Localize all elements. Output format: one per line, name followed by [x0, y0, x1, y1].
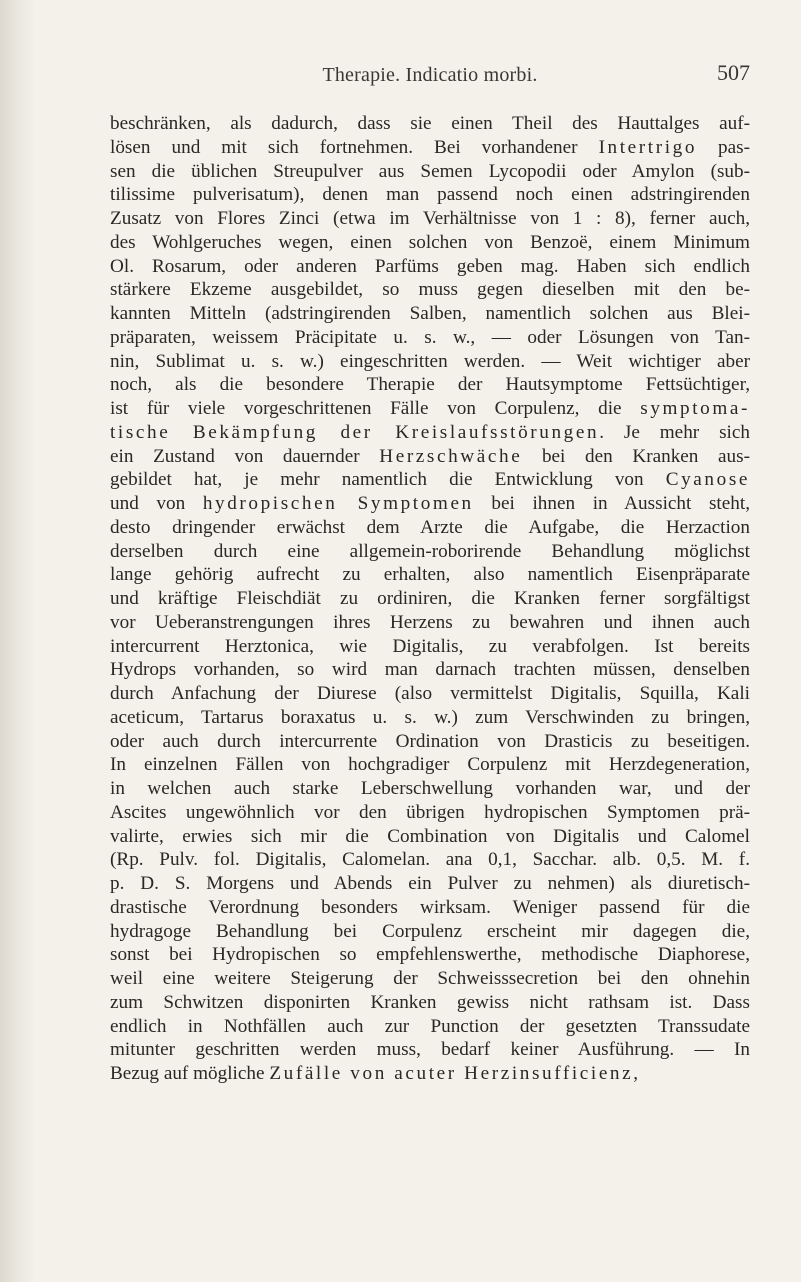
text-line: [110, 1062, 750, 1086]
text-run: . Je mehr sich: [599, 421, 750, 443]
text-run: des Wohlgeruches wegen, einen solchen von Benzoë, einem Minimum: [110, 231, 750, 253]
text-line: [110, 231, 750, 255]
text-line: [110, 516, 750, 540]
spaced-emphasis: Herzschwäche: [379, 445, 523, 467]
text-run: aceticum, Tartarus boraxatus u. s. w.) zum Verschwinden zu bringen,: [110, 706, 750, 728]
text-run: durch Anfachung der Diurese (also vermittelst Digitalis, Squilla, Kali: [110, 683, 750, 704]
text-line: [110, 445, 750, 469]
text-run: weil eine weitere Steigerung der Schweisssecretion bei den ohnehin: [110, 968, 750, 989]
text-run: p. D. S. Morgens und Abends ein Pulver zu nehmen) als diuretisch-: [110, 873, 750, 894]
text-line: [110, 848, 750, 872]
text-run: lange gehörig aufrecht zu erhalten, also namentlich Eisenpräparate: [110, 564, 750, 586]
text-line: [110, 207, 750, 231]
spaced-emphasis: symptoma-: [640, 398, 750, 419]
text-line: [110, 872, 750, 896]
page-header: [110, 60, 750, 100]
text-line: [110, 777, 750, 801]
text-run: derselben durch eine allgemein-roborirende Behandlung möglichst: [110, 540, 750, 562]
text-run: ist für viele vorgeschrittenen Fälle von Corpulenz, die: [110, 398, 641, 419]
text-line: [110, 302, 750, 326]
page-number: 507: [717, 60, 750, 85]
text-run: kannten Mitteln (adstringirenden Salben, namentlich solchen aus Blei-: [110, 303, 750, 324]
text-run: intercurrent Herztonica, wie Digitalis, zu verabfolgen. Ist bereits: [110, 635, 750, 657]
text-run: Hydrops vorhanden, so wird man darnach trachten müssen, denselben: [110, 659, 750, 681]
text-run: desto dringender erwächst dem Arzte die Aufgabe, die Herzaction: [110, 516, 750, 538]
text-line: [110, 611, 750, 635]
text-run: tilissime pulverisatum), denen man passend noch einen adstringirenden: [110, 184, 750, 206]
text-run: Bezug auf mögliche: [110, 1063, 270, 1084]
text-line: [110, 1015, 750, 1039]
text-line: [110, 183, 750, 207]
text-run: pas-: [697, 136, 750, 158]
text-run: Ascites ungewöhnlich vor den übrigen hydropischen Symptomen prä-: [110, 801, 750, 823]
text-line: [110, 278, 750, 302]
text-line: [110, 397, 750, 421]
text-line: [110, 967, 750, 991]
running-head: Therapie. Indicatio morbi.: [322, 64, 538, 86]
text-line: [110, 112, 750, 136]
text-run: und von: [110, 493, 203, 514]
text-run: mitunter geschritten werden muss, bedarf keiner Ausführung. — In: [110, 1039, 750, 1061]
spaced-emphasis: Cyanose: [665, 469, 750, 491]
text-line: [110, 255, 750, 279]
text-run: Ol. Rosarum, oder anderen Parfüms geben mag. Haben sich endlich: [110, 255, 750, 277]
spaced-emphasis: Zufälle von acuter Herzinsufficienz: [269, 1063, 634, 1084]
text-run: In einzelnen Fällen von hochgradiger Corpulenz mit Herzdegeneration,: [110, 754, 750, 776]
text-line: [110, 801, 750, 825]
text-line: [110, 682, 750, 706]
text-line: [110, 587, 750, 611]
text-line: [110, 160, 750, 184]
text-line: [110, 373, 750, 397]
text-run: endlich in Nothfällen auch zur Punction der gesetzten Transsudate: [110, 1015, 750, 1037]
text-line: [110, 730, 750, 754]
text-run: sen die üblichen Streupulver aus Semen Lycopodii oder Amylon (sub-: [110, 160, 750, 182]
text-run: stärkere Ekzeme ausgebildet, so muss gegen dieselben mit den be-: [110, 279, 750, 301]
body-text: [110, 112, 750, 1086]
text-run: nin, Sublimat u. s. w.) eingeschritten werden. — Weit wichtiger aber: [110, 350, 750, 372]
text-line: [110, 896, 750, 920]
text-run: zum Schwitzen disponirten Kranken gewiss nicht rathsam ist. Dass: [110, 991, 750, 1013]
spaced-emphasis: Intertrigo: [598, 136, 698, 158]
text-run: noch, als die besondere Therapie der Hautsymptome Fettsüchtiger,: [110, 374, 750, 396]
binding-shadow: [0, 0, 36, 1282]
text-line: [110, 943, 750, 967]
text-line: [110, 753, 750, 777]
text-line: [110, 492, 750, 516]
text-run: oder auch durch intercurrente Ordination von Drasticis zu beseitigen.: [110, 730, 750, 752]
text-run: valirte, erwies sich mir die Combination von Digitalis und Calomel: [110, 825, 750, 847]
text-line: [110, 540, 750, 564]
text-run: präparaten, weissem Präcipitate u. s. w., — oder Lösungen von Tan-: [110, 326, 750, 348]
text-run: ein Zustand von dauernder: [110, 445, 380, 467]
text-run: drastische Verordnung besonders wirksam. Weniger passend für die: [110, 896, 750, 918]
text-run: sonst bei Hydropischen so empfehlenswerthe, methodische Diaphorese,: [110, 944, 750, 966]
text-line: [110, 658, 750, 682]
text-line: [110, 991, 750, 1015]
text-line: [110, 136, 750, 160]
text-line: [110, 563, 750, 587]
text-line: [110, 1038, 750, 1062]
text-run: gebildet hat, je mehr namentlich die Entwicklung von: [110, 469, 666, 491]
text-line: [110, 706, 750, 730]
spaced-emphasis: tische Bekämpfung der Kreislaufsstörungen: [110, 421, 600, 443]
text-run: Zusatz von Flores Zinci (etwa im Verhältnisse von 1 : 8), ferner auch,: [110, 208, 750, 229]
text-line: [110, 350, 750, 374]
text-run: hydragoge Behandlung bei Corpulenz erscheint mir dagegen die,: [110, 920, 750, 942]
text-run: vor Ueberanstrengungen ihres Herzens zu bewahren und ihnen auch: [110, 611, 750, 633]
text-run: bei den Kranken aus-: [522, 445, 750, 467]
text-line: [110, 468, 750, 492]
text-run: bei ihnen in Aussicht steht,: [473, 493, 750, 514]
text-run: und kräftige Fleischdiät zu ordiniren, die Kranken ferner sorgfältigst: [110, 588, 750, 609]
text-run: ,: [633, 1063, 639, 1084]
text-line: [110, 825, 750, 849]
text-run: in welchen auch starke Leberschwellung vorhanden war, und der: [110, 778, 750, 799]
text-line: [110, 326, 750, 350]
text-line: [110, 421, 750, 445]
text-run: lösen und mit sich fortnehmen. Bei vorhandener: [110, 136, 599, 158]
text-run: (Rp. Pulv. fol. Digitalis, Calomelan. ana 0,1, Sacchar. alb. 0,5. M. f.: [110, 849, 750, 871]
text-line: [110, 920, 750, 944]
text-run: beschränken, als dadurch, dass sie einen Theil des Hauttalges auf-: [110, 113, 750, 134]
spaced-emphasis: hydropischen Symptomen: [202, 493, 474, 514]
text-line: [110, 635, 750, 659]
